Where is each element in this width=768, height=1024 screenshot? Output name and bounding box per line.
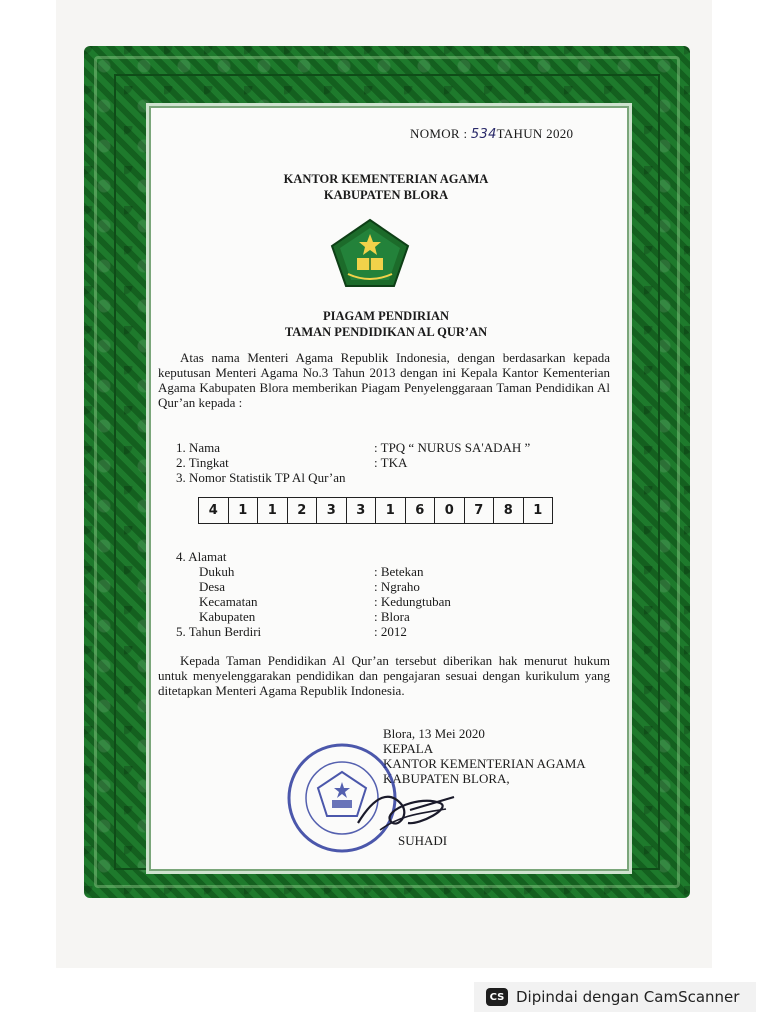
digit-box: 7 [465,498,495,523]
ministry-emblem-icon [330,218,410,288]
year-label: 5. Tahun Berdiri [176,624,262,639]
signature-role-3: KABUPATEN BLORA, [383,771,510,786]
digit-box: 3 [347,498,377,523]
digit-box: 1 [229,498,259,523]
digit-box: 3 [317,498,347,523]
signature-place-date: Blora, 13 Mei 2020 [383,726,485,741]
address-label-dukuh: Dukuh [199,564,235,579]
item-name-label: 1. Nama [176,440,221,455]
item-name-value: : TPQ “ NURUS SA'ADAH ” [374,440,531,455]
digit-box: 4 [199,498,229,523]
intro-paragraph: Atas nama Menteri Agama Republik Indonesia, dengan berdasarkan kepada keputusan Menteri Agama No.3 Tahun 2013 dengan ini Kepala Kantor Kementerian Agama Kabupaten Blora memberikan Piagam Penyelenggaraan Taman Pendidikan Al Qur’an kepada : [158,350,610,410]
handwritten-signature-icon [350,775,460,845]
address-label-desa: Desa [199,579,225,594]
certificate-title: PIAGAM PENDIRIAN TAMAN PENDIDIKAN AL QUR’AN [284,309,488,339]
camscanner-watermark: CS Dipindai dengan CamScanner [474,982,756,1012]
digit-box: 1 [533,503,543,518]
closing-paragraph: Kepada Taman Pendidikan Al Qur’an tersebut diberikan hak menurut hukum untuk menyelenggarakan pendidikan dan pengajaran sesuai dengan kurikulum yang ditetapkan Menteri Agama Republik Indonesia. [158,653,610,698]
digit-box: 6 [406,498,436,523]
signature-role-1: KEPALA [383,741,434,756]
address-label-kecamatan: Kecamatan [199,594,258,609]
signatory-name: SUHADI [398,833,448,848]
digit-box: 1 [376,498,406,523]
office-header: KANTOR KEMENTERIAN AGAMA KABUPATEN BLORA [283,172,489,202]
statistic-number-boxes [198,497,553,524]
signature-role-2: KANTOR KEMENTERIAN AGAMA [383,756,586,771]
camscanner-logo-icon: CS [486,988,508,1006]
digit-box: 1 [258,498,288,523]
digit-box: 0 [435,498,465,523]
address-value-desa: : Ngraho [374,579,420,594]
handwritten-number: 534 [470,127,497,142]
item-statistic-label: 3. Nomor Statistik TP Al Qur’an [176,470,346,485]
digit-box: 2 [288,498,318,523]
address-value-kabupaten: : Blora [374,609,410,624]
year-value: : 2012 [374,624,407,639]
item-level-value: : TKA [374,455,408,470]
digit-box: 8 [494,498,524,523]
address-label-kabupaten: Kabupaten [199,609,256,624]
item-level-label: 2. Tingkat [176,455,229,470]
document-number: NOMOR : 534TAHUN 2020 [410,126,574,142]
address-value-dukuh: : Betekan [374,564,424,579]
address-value-kecamatan: : Kedungtuban [374,594,451,609]
address-heading: 4. Alamat [176,549,227,564]
